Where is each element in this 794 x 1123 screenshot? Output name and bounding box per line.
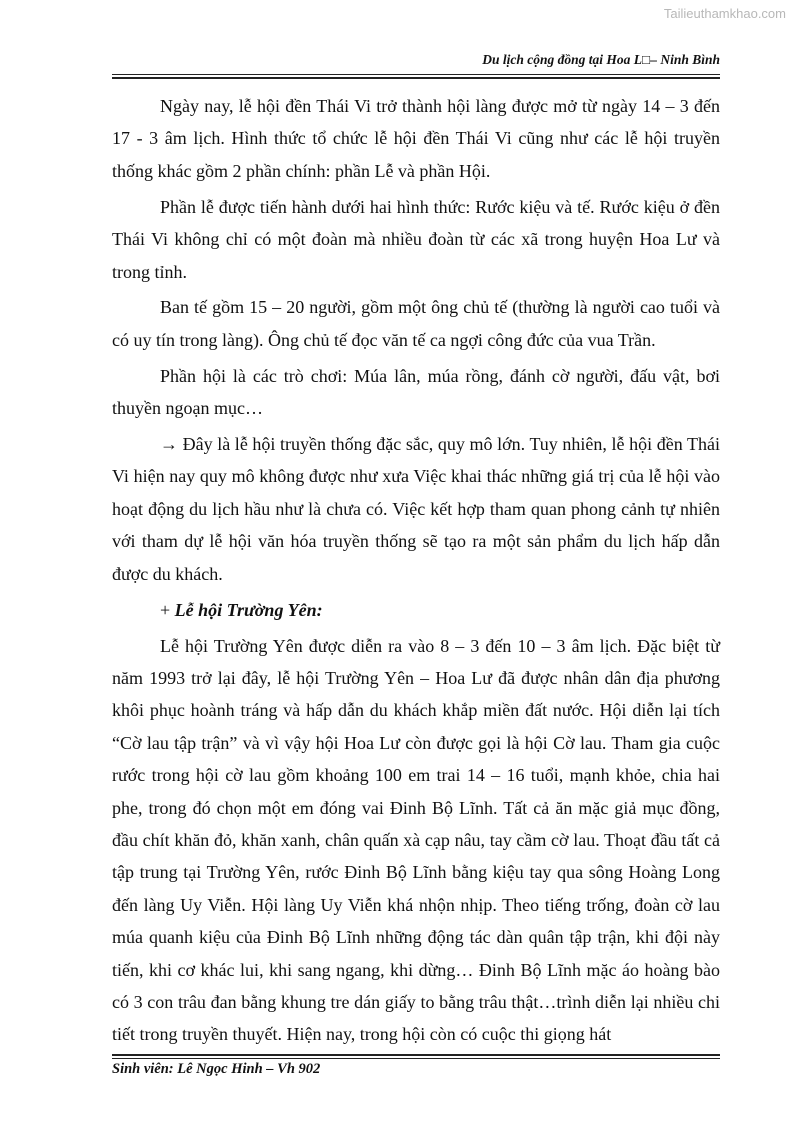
paragraph-phan-hoi: Phần hội là các trò chơi: Múa lân, múa rồng, đánh cờ người, đấu vật, bơi thuyền ngoạn mục… [112,365,720,419]
watermark: Tailieuthamkhao.com [663,6,786,21]
heading-title: Lễ hội Trường Yên: [174,599,323,620]
paragraph-truong-yen: Lễ hội Trường Yên được diễn ra vào 8 – 3 đến 10 – 3 âm lịch. Đặc biệt từ năm 1993 trở lại đây, lễ hội Trường Yên – Hoa Lư đã được nhân dân địa phương khôi phục hoành tráng và hấp dẫn du khách khắp miền đất nước. Hội diễn lại tích “Cờ lau tập trận” và vì vậy hội Hoa Lư còn được gọi là hội Cờ lau. Tham gia cuộc rước trong hội cờ lau gồm khoảng 100 em trai 14 – 16 tuổi, mạnh khỏe, chia hai phe, trong đó chọn một em đóng vai Đinh Bộ Lĩnh. Tất cả ăn mặc giả mục đồng, đầu chít khăn đỏ, khăn xanh, chân quấn xà cạp nâu, tay cầm cờ lau. Thoạt đầu tất cả tập trung tại Trường Yên, rước Đinh Bộ Lĩnh bằng kiệu tay qua sông Hoàng Long đến làng Uy Viễn. Hội làng Uy Viễn khá nhộn nhịp. Theo tiếng trống, đoàn cờ lau múa quanh kiệu của Đinh Bộ Lĩnh những động tác dàn quân tập trận, khi đội này tiến, khi cơ khác lui, khi sang ngang, khi dừng… Đinh Bộ Lĩnh mặc áo hoàng bào có 3 con trâu đan bằng khung tre dán giấy to bằng trâu thật…trình diễn lại nhiều chi tiết trong truyền thuyết. Hiện nay, trong hội còn có cuộc thi giọng hát [112,635,720,1045]
section-heading-truong-yen [112,594,720,626]
document-body [112,90,720,1054]
running-header: Du lịch cộng đồng tại Hoa L□– Ninh Bình [482,52,720,67]
paragraph-le-ceremony: Phần lễ được tiến hành dưới hai hình thức: Rước kiệu và tế. Rước kiệu ở đền Thái Vi không chỉ có một đoàn mà nhiều đoàn từ các xã trong huyện Hoa Lư và trong tỉnh. [112,196,720,282]
header-divider [112,74,720,79]
heading-prefix: + [160,599,175,620]
paragraph-ban-te: Ban tế gồm 15 – 20 người, gồm một ông chủ tế (thường là người cao tuổi và có uy tín trong làng). Ông chủ tế đọc văn tế ca ngợi công đức của vua Trần. [112,297,720,350]
paragraph-conclusion: → Đây là lễ hội truyền thống đặc sắc, quy mô lớn. Tuy nhiên, lễ hội đền Thái Vi hiện nay quy mô không được như xưa Việc khai thác những giá trị của lễ hội vào hoạt động du lịch hầu như là chưa có. Việc kết hợp tham quan phong cảnh tự nhiên với tham dự lễ hội văn hóa truyền thống sẽ tạo ra một sản phẩm du lịch hấp dẫn được du khách. [112,434,720,584]
footer-divider [112,1054,720,1059]
paragraph-thai-vi-intro: Ngày nay, lễ hội đền Thái Vi trở thành hội làng được mở từ ngày 14 – 3 đến 17 - 3 âm lịch. Hình thức tổ chức lễ hội đền Thái Vi cũng như các lễ hội truyền thống khác gồm 2 phần chính: phần Lễ và phần Hội. [112,96,720,181]
footer-author: Sinh viên: Lê Ngọc Hinh – Vh 902 [112,1061,321,1077]
